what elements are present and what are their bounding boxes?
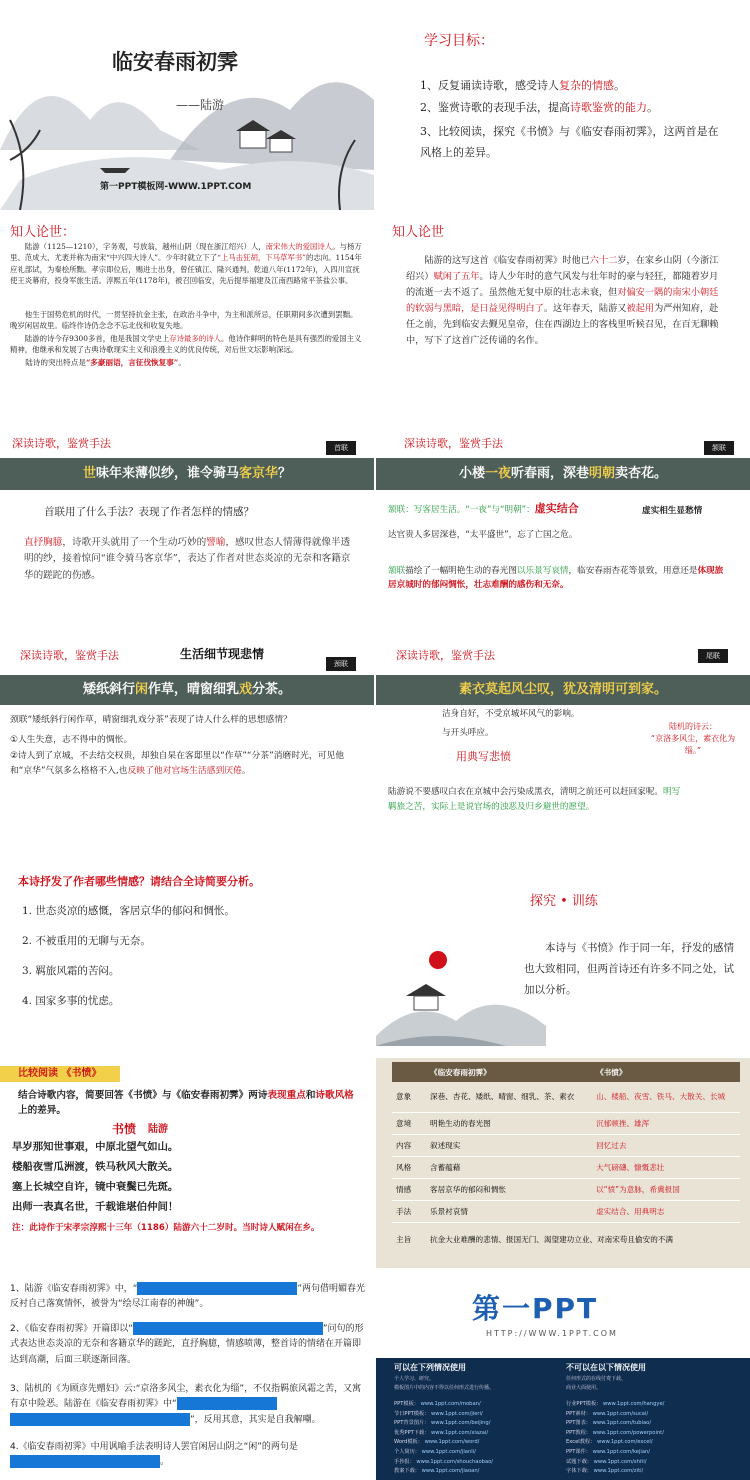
answer-blank[interactable]	[133, 1322, 323, 1335]
poem-author: 陆游	[148, 1124, 168, 1135]
seal-stamp: 颔联	[704, 441, 734, 455]
slide-title-text: 临安春雨初霁	[112, 49, 238, 74]
seal-stamp: 尾联	[698, 649, 728, 663]
ink-pavilion-image	[376, 926, 546, 1046]
link[interactable]: www.1ppt.com/ziti/	[593, 1468, 644, 1475]
credits-panel	[376, 1358, 750, 1480]
couplet-bar: 世味年来薄似纱，谁令骑马客京华？	[0, 458, 374, 490]
slide-third-couplet	[0, 635, 374, 845]
objectives-header: 学习目标：	[424, 33, 494, 49]
poem-title: 书愤	[112, 1122, 137, 1136]
link[interactable]: www.1ppt.com/shouchaobao/	[416, 1458, 494, 1465]
poem-line-3: 塞上长城空自许，镜中衰鬓已先斑。	[12, 1181, 179, 1193]
seal-stamp: 颈联	[326, 657, 356, 671]
logo: 第一PPT	[472, 1292, 599, 1325]
right-item-2: 商业大面使用。	[566, 1385, 602, 1391]
slide-second-couplet	[376, 423, 750, 633]
emotion-item-3: 3. 羁旅风霜的苦闷。	[22, 965, 120, 977]
question-text: 首联用了什么手法？表现了作者怎样的情感？	[44, 506, 254, 518]
slide-compare-table	[376, 1058, 750, 1268]
table-row: 意境 明艳生动的春光图 沉郁顿挫、雄浑	[392, 1112, 740, 1134]
question-text: 本诗抒发了作者哪些情感？请结合全诗简要分析。	[18, 875, 260, 888]
section-header: 深读诗歌，鉴赏手法	[20, 649, 119, 662]
emotion-item-1: 1. 世态炎凉的感慨，客居京华的郁闷和惆怅。	[22, 905, 235, 917]
slide-last-couplet	[376, 635, 750, 845]
section-header: 深读诗歌，鉴赏手法	[396, 649, 495, 662]
note-3: 用典写悲愤	[456, 750, 511, 763]
exercise-4: 4.《临安春雨初霁》中用讽喻手法表明诗人罢官闲居山阴之“闲”的两句是。	[10, 1442, 298, 1468]
right-item-1: 任何形式的在线付费下载。	[566, 1376, 627, 1382]
links-left: PPT模板： www.1ppt.com/moban/ 节日PPT模板： www.1ppt.com/jieri/ PPT背景图片： www.1ppt.com/beijing/ 优秀PPT下载： www.1ppt.com/xiazai/ Word模板： www.1ppt.com/word/ 个人简历： www.1ppt.com/jianli/ 手抄报： www.1ppt.com/shouchaobao/ 教案下载： www.1ppt.com/jiaoan/	[394, 1401, 494, 1475]
section-title: 生活细节现悲情	[180, 647, 265, 661]
link[interactable]: www.1ppt.com/word/	[424, 1439, 480, 1446]
bio-para-3: 陆游的诗今存9300多首，他是我国文学史上存诗最多的诗人。他诗作鲜明的特色是具有强烈的爱国主义精神，他继承和发展了古典诗歌现实主义和浪漫主义的优良传统，对后世文坛影响深远。	[10, 334, 362, 355]
link[interactable]: www.1ppt.com/jianli/	[421, 1448, 476, 1455]
objective-2: 2、鉴赏诗歌的表现手法，提高诗歌鉴赏的能力。	[420, 101, 658, 114]
context-header: 知人论世	[392, 225, 445, 240]
poem-line-2: 楼船夜雪瓜洲渡，铁马秋风大散关。	[12, 1161, 179, 1173]
bio-para-2: 他生于国势危机的时代，一贯坚持抗金主张，在政治斗争中，为主和派所忌，任职期间多次遭到罢黜。晚岁闲居故里。临终作诗仍念念不忘北伐和收复失地。	[10, 310, 358, 331]
logo-url: HTTP://WWW.1PPT.COM	[486, 1329, 618, 1338]
table-row: 内容 叙述现实 回忆过去	[392, 1134, 740, 1156]
couplet-note-1: 颔联：写客居生活。“一夜”与“明朝”：虚实结合	[388, 502, 579, 515]
emotion-item-4: 4. 国家多事的忧虑。	[22, 995, 120, 1007]
column-header: 《书愤》	[596, 1067, 627, 1077]
emotion-item-2: 2. 不被重用的无聊与无奈。	[22, 935, 151, 947]
left-item-2: 模板图片中的内容不得以任何形式进行传播。	[394, 1385, 495, 1391]
bio-para-4: 陆诗的突出特点是“多豪丽语，言征伐恢复事”。	[25, 358, 186, 367]
brand-text: 第一PPT模板网-WWW.1PPT.COM	[100, 182, 252, 192]
answer-blank[interactable]	[137, 1282, 297, 1295]
poem-line-1: 早岁那知世事艰，中原北望气如山。	[12, 1141, 179, 1153]
answer-1: ①人生失意，志不得申的惆怅。	[10, 735, 133, 745]
seal-stamp: 首联	[326, 441, 356, 455]
bio-para-1: 陆游（1125—1210），字务观，号放翁，越州山阴（现在浙江绍兴）人，南宋伟大的爱国诗人。与杨万里、范成大、尤袤并称为南宋“中兴四大诗人”。少年时就立下了“上马击狂胡，下马草军书”的志向。1154年应礼部试，为秦桧所黜。孝宗即位后，赐进士出身，曾任镇江、隆兴通判。乾道八年(1172年)，入四川宣抚使王炎幕府，投身军旅生活。淳熙五年(1178年)，被召回临安，先后提举福建及江南西路常平茶盐公事。	[10, 242, 362, 286]
table-row: 情感 客居京华的郁闷和惆怅 以“愤”为意脉，希冀报国	[392, 1178, 740, 1200]
slide-author: ——陆游	[176, 98, 225, 112]
link[interactable]: www.1ppt.com/tubiao/	[592, 1420, 652, 1427]
slide-explore	[376, 846, 750, 1056]
objective-1: 1、反复诵读诗歌，感受诗人复杂的情感。	[420, 79, 625, 92]
note-2: 与开头呼应。	[442, 728, 494, 738]
compare-intro: 结合诗歌内容，简要回答《书愤》与《临安春雨初霁》两诗表现重点和诗歌风格上的差异。	[18, 1090, 354, 1117]
links-right: 行业PPT模板： www.1ppt.com/hangye/ PPT素材： www.1ppt.com/sucai/ PPT图表： www.1ppt.com/tubiao/ PPT教程： www.1ppt.com/powerpoint/ Excel教程： www.1ppt.com/excel/ PPT课件： www.1ppt.com/kejian/ 试题下载： www.1ppt.com/shiti/ 字体下载： www.1ppt.com/ziti/	[566, 1401, 665, 1475]
link[interactable]: www.1ppt.com/kejian/	[592, 1448, 651, 1455]
couplet-bar: 矮纸斜行闲作草，晴窗细乳戏分茶。	[0, 675, 374, 705]
link[interactable]: www.1ppt.com/powerpoint/	[592, 1429, 664, 1436]
table-row: 风格 含蓄蕴藉 大气磅礴、慷慨悲壮	[392, 1156, 740, 1178]
table-row: 手法 乐景衬哀情 虚实结合、用典明志	[392, 1200, 740, 1222]
slide-compare-poem	[0, 1058, 374, 1268]
left-item-1: 个人学习、研究。	[394, 1376, 435, 1382]
slide-first-couplet	[0, 423, 374, 633]
poem-note: 注：此诗作于宋孝宗淳熙十三年（1186）陆游六十二岁时。当时诗人赋闲在乡。	[12, 1223, 320, 1233]
compare-header: 比较阅读 《书愤》	[0, 1066, 120, 1082]
section-header: 深读诗歌，鉴赏手法	[404, 437, 503, 450]
link[interactable]: www.1ppt.com/shiti/	[593, 1458, 647, 1465]
answer-text: 直抒胸臆，诗歌开头就用了一个生动巧妙的譬喻，感叹世态人情薄得就像半透明的纱，接着惊问“谁令骑马客京华”，表达了作者对世态炎凉的无奈和客籍京华的蹉跎的伤感。	[24, 537, 351, 581]
slide-background-1	[0, 211, 374, 421]
bio-header: 知人论世：	[10, 225, 76, 240]
answer-blank[interactable]	[10, 1455, 160, 1468]
link[interactable]: www.1ppt.com/sucai/	[592, 1410, 649, 1417]
slide-exercise	[0, 1270, 374, 1480]
question-text: 颈联“矮纸斜行闲作草，晴窗细乳戏分茶”表现了诗人什么样的思想感情？	[10, 715, 292, 725]
couplet-bar: 小楼一夜听春雨，深巷明朝卖杏花。	[376, 458, 750, 490]
slide-title-text: 探究 • 训练	[530, 894, 598, 909]
link[interactable]: www.1ppt.com/beijing/	[431, 1420, 491, 1427]
exercise-3: 3、陆机的《为顾彦先赠妇》云:“京洛多风尘，素衣化为缁”，不仅指羁旅风霜之苦，又寓有京中险恶。陆游在《临安春雨初霁》中“”，反用其意，其实是自我解嘲。	[10, 1384, 362, 1425]
slide-title	[0, 0, 374, 210]
objective-3: 3、比较阅读，探究《书愤》与《临安春雨初霁》，这两首是在风格上的差异。	[420, 125, 719, 159]
exercise-1: 1、陆游《临安春雨初霁》中，“ ”两句借明媚春光反衬自己落寞情怀，被誉为“绘尽江南春的神魄”。	[10, 1284, 366, 1310]
table-row: 意象 深巷、杏花、矮纸、晴窗、细乳、茶、素衣 山、楼船、夜雪、铁马、大散关、长城	[392, 1082, 740, 1112]
section-header: 深读诗歌，鉴赏手法	[12, 437, 111, 450]
side-note: 虚实相生显愁情	[642, 506, 703, 516]
column-header: 《临安春雨初霁》	[430, 1067, 491, 1077]
note-1: 洁身自好，不受京城坏风气的影响。	[442, 709, 580, 719]
right-title: 不可以在以下情况使用	[566, 1363, 646, 1372]
answer-blank[interactable]	[177, 1397, 277, 1410]
couplet-note-3: 颔联描绘了一幅明艳生动的春光图以乐景写哀情，临安春雨杏花等景致，用意还是体现旅居京城时的郁闷惆怅，壮志难酬的感伤和无奈。	[388, 566, 724, 590]
side-quote: 陆机的诗云： “京洛多风尘，素衣化为缁。”	[650, 722, 736, 755]
table-header-row	[392, 1062, 740, 1082]
slide-emotions	[0, 846, 374, 1056]
link[interactable]: www.1ppt.com/moban/	[420, 1401, 481, 1407]
slide-objectives	[376, 0, 750, 210]
context-para: 陆游的这写这首《临安春雨初霁》时他已六十二岁，在家乡山阴（今浙江绍兴）赋闲了五年。诗人少年时的意气风发与壮年时的豪与轻狂，都随着岁月的流逝一去不返了。虽然他无复中原的壮志未衰，但对偏安一隅的南宋小朝廷的软弱与黑暗，是日益见得明白了。这年春天，陆游又被起用为严州知府，赴任之前，先到临安去觐见皇帝，住在西湖边上的客栈里听候召见，在百无聊赖中，写下了这首广泛传诵的名作。	[406, 255, 719, 347]
answer-blank[interactable]	[10, 1413, 190, 1426]
poem-line-4: 出师一表真名世，千载谁堪伯仲间！	[12, 1201, 179, 1213]
link[interactable]: www.1ppt.com/excel/	[596, 1439, 653, 1446]
left-title: 可以在下列情况使用	[394, 1363, 466, 1372]
couplet-bar: 素衣莫起风尘叹，犹及清明可到家。	[376, 675, 750, 705]
couplet-note-2: 达官贵人多居深巷，“太平盛世”，忘了亡国之危。	[388, 530, 578, 540]
link[interactable]: www.1ppt.com/jiaoan/	[421, 1468, 480, 1475]
slide-background-2	[376, 211, 750, 421]
table-row: 主旨 抗金大业难酬的悲情、报国无门、渴望建功立业、对南宋苟且偷安的不满	[396, 1234, 673, 1244]
link[interactable]: www.1ppt.com/hangye/	[603, 1401, 665, 1407]
link[interactable]: www.1ppt.com/jieri/	[431, 1410, 483, 1417]
answer-2: ②诗人到了京城，不去结交权贵，却独自杲在客邸里以“作草”“分茶”消磨时光，可见他和“京华”气氛多么格格不入,也反映了他对官场生活感到厌倦。	[10, 751, 345, 777]
exercise-2: 2、《临安春雨初霁》开篇即以“ ”问句的形式表达世态炎凉的无奈和客籍京华的蹉跎，直抒胸臆，情感喷薄，整首诗的情绪在开篇即达到高潮，后面三联逐渐回落。	[10, 1324, 364, 1365]
link[interactable]: www.1ppt.com/xiazai/	[431, 1429, 489, 1436]
compare-table	[392, 1062, 740, 1256]
note-4: 陆游说不要感叹白衣在京城中会污染成黑衣，清明之前还可以赶回家呢。明写羁旅之苦，实际上是说官场的浊恶及归乡避世的愿望。	[388, 787, 681, 812]
slide-credits	[376, 1270, 750, 1480]
explore-body: 本诗与《书愤》作于同一年，抒发的感情也大致相同，但两首诗还有许多不同之处，试加以分析。	[524, 942, 734, 996]
